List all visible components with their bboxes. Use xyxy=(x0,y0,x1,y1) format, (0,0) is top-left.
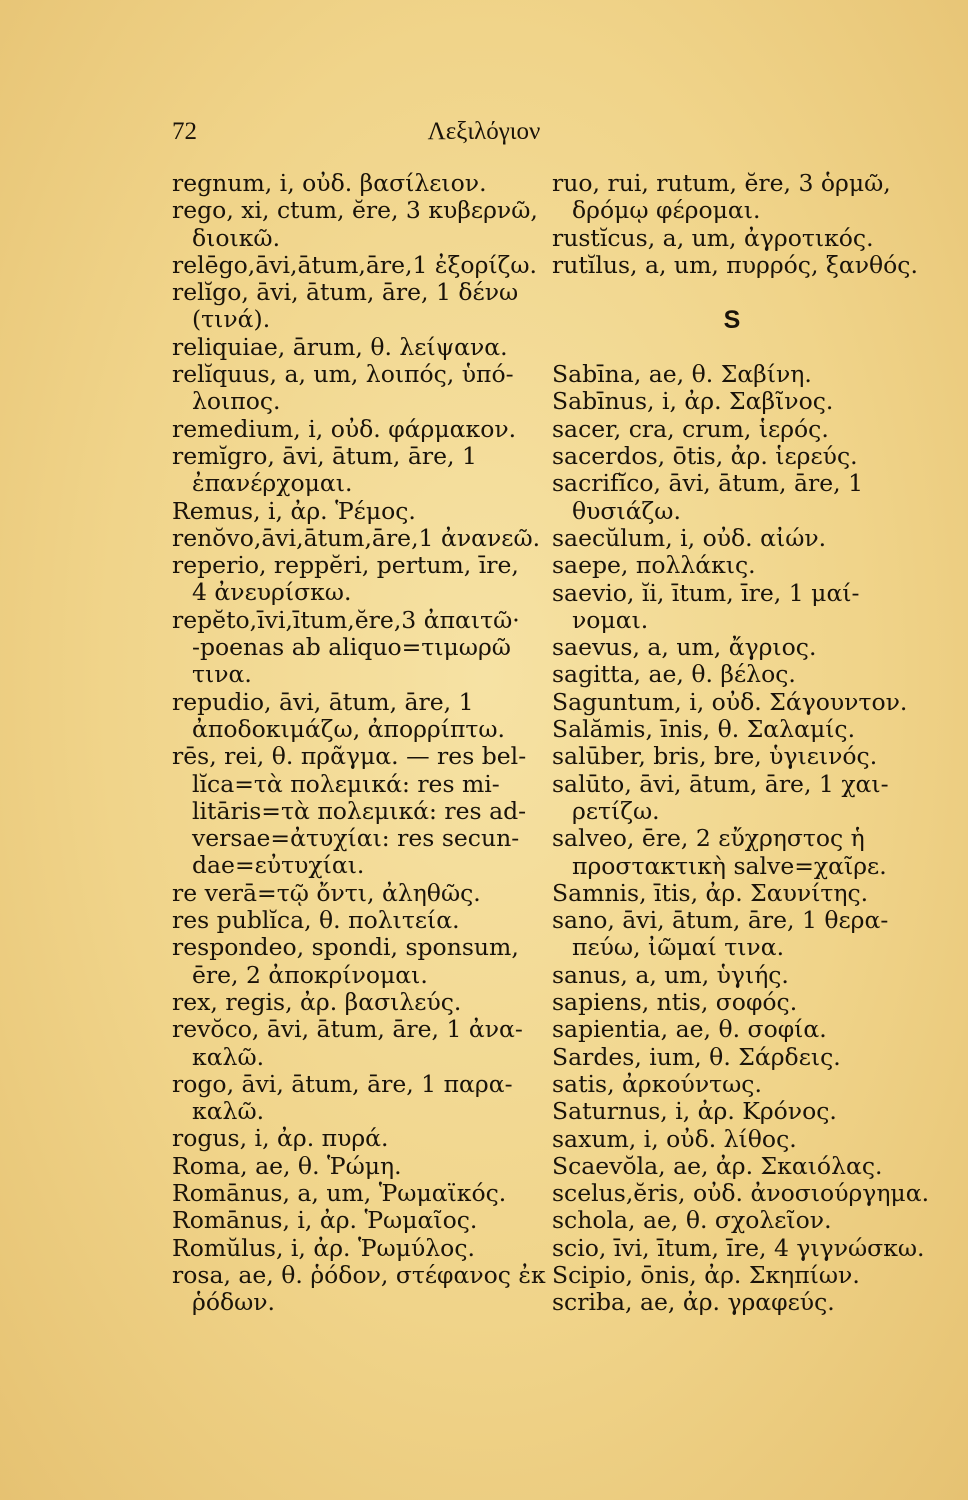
entry-headword-line: sacerdos, ōtis, ἀρ. ἱερεύς. xyxy=(552,442,858,471)
entry-headword-line: revŏco, āvi, ātum, āre, 1 ἀνα- xyxy=(172,1015,523,1044)
dictionary-entry xyxy=(172,1180,527,1207)
dictionary-entry xyxy=(552,580,912,635)
entry-continuation-line: 4 ἀνευρίσκω. xyxy=(192,578,352,607)
entry-headword-line: reperio, reppĕri, pertum, īre, xyxy=(172,551,519,580)
entry-headword-line: sagitta, ae, θ. βέλος. xyxy=(552,660,796,689)
dictionary-entry xyxy=(552,1262,912,1289)
dictionary-entry xyxy=(172,196,538,252)
dictionary-entry xyxy=(552,880,912,907)
entry-continuation-line: θυσιάζω. xyxy=(572,496,681,525)
entry-continuation-line: ēre, 2 ἀποκρίνομαι. xyxy=(192,960,428,989)
entry-headword-line: reliquiae, ārum, θ. λείψανα. xyxy=(172,332,508,361)
dictionary-entry xyxy=(552,361,912,388)
entry-headword-line: Salămis, īnis, θ. Σαλαμίς. xyxy=(552,715,856,744)
dictionary-entry xyxy=(172,1153,527,1180)
entry-headword-line: Sabīna, ae, θ. Σαβίνη. xyxy=(552,360,812,389)
entry-continuation-line: καλῶ. xyxy=(192,1042,265,1071)
dictionary-entry xyxy=(172,523,541,552)
dictionary-entry xyxy=(552,443,912,470)
page-number: 72 xyxy=(172,118,197,145)
entry-headword-line: Sardes, ium, θ. Σάρδεις. xyxy=(552,1042,841,1071)
entry-headword-line: rex, regis, ἀρ. βασιλεύς. xyxy=(172,987,462,1016)
entry-headword-line: salveo, ēre, 2 εὔχρηστος ἡ xyxy=(552,824,865,853)
entry-headword-line: rosa, ae, θ. ῥόδον, στέφανος ἐκ xyxy=(172,1260,546,1289)
entry-continuation-line: lĭca=τὰ πολεμικά: res mi- xyxy=(192,769,500,798)
entry-headword-line: repudio, āvi, ātum, āre, 1 xyxy=(172,687,474,716)
dictionary-entry xyxy=(552,661,912,688)
dictionary-entry xyxy=(172,1016,527,1071)
dictionary-entry xyxy=(552,170,912,225)
dictionary-entry xyxy=(552,1044,912,1071)
dictionary-entry xyxy=(552,250,918,279)
entry-headword-line: Samnis, ītis, ἀρ. Σαυνίτης. xyxy=(552,878,869,907)
dictionary-entry xyxy=(552,989,912,1016)
right-column xyxy=(552,169,930,1317)
dictionary-entry xyxy=(172,689,527,744)
dictionary-entry xyxy=(552,416,912,443)
entry-headword-line: relēgo,āvi,ātum,āre,1 ἐξορίζω. xyxy=(172,250,537,279)
entry-headword-line: scio, īvi, ītum, īre, 4 γιγνώσκω. xyxy=(552,1233,925,1262)
dictionary-entry xyxy=(172,1207,527,1234)
entry-headword-line: res publĭca, θ. πολιτεία. xyxy=(172,906,460,935)
entry-headword-line: schola, ae, θ. σχολεῖον. xyxy=(552,1206,832,1235)
dictionary-entry xyxy=(552,1016,912,1043)
dictionary-entry xyxy=(552,1126,912,1153)
entry-headword-line: rutĭlus, a, um, πυρρός, ξανθός. xyxy=(552,250,918,279)
entry-continuation-line: δρόμῳ φέρομαι. xyxy=(572,196,761,225)
entry-headword-line: sapiens, ntis, σοφός. xyxy=(552,988,798,1017)
entry-headword-line: Roma, ae, θ. Ῥώμη. xyxy=(172,1151,402,1180)
section-letter-heading: S xyxy=(723,306,741,335)
entry-continuation-line: ἐπανέρχομαι. xyxy=(192,469,353,498)
dictionary-entry xyxy=(552,388,912,415)
entry-continuation-line: ῥόδων. xyxy=(192,1288,276,1317)
entry-headword-line: rēs, rei, θ. πρᾶγμα. — res bel- xyxy=(172,742,527,771)
entry-headword-line: sanus, a, um, ὑγιής. xyxy=(552,960,789,989)
dictionary-entry xyxy=(172,743,527,879)
entry-continuation-line: διοικῶ. xyxy=(192,223,281,252)
entry-headword-line: satis, ἀρκούντως. xyxy=(552,1069,762,1098)
dictionary-entry xyxy=(552,470,912,525)
entry-continuation-line: (τινά). xyxy=(192,305,271,334)
dictionary-entry xyxy=(552,525,912,552)
entry-headword-line: salūto, āvi, ātum, āre, 1 χαι- xyxy=(552,769,889,798)
entry-headword-line: sacer, cra, crum, ἱερός. xyxy=(552,414,829,443)
dictionary-entry xyxy=(552,225,912,252)
dictionary-entry xyxy=(172,1260,546,1317)
entry-headword-line: Saturnus, i, ἀρ. Κρόνος. xyxy=(552,1097,837,1126)
dictionary-entry xyxy=(552,825,912,880)
entry-continuation-line: ἀποδοκιμάζω, ἀπορρίπτω. xyxy=(192,714,506,743)
dictionary-entry xyxy=(172,607,527,689)
entry-continuation-line: προστακτικὴ salve=χαῖρε. xyxy=(572,851,887,880)
entry-continuation-line: πεύω, ἰῶμαί τινα. xyxy=(572,933,785,962)
dictionary-entry xyxy=(552,716,912,743)
entry-continuation-line: τινα. xyxy=(192,660,252,689)
dictionary-entry xyxy=(172,170,527,197)
dictionary-entry xyxy=(172,498,527,525)
dictionary-entry xyxy=(552,907,912,962)
entry-headword-line: rustĭcus, a, um, ἀγροτικός. xyxy=(552,223,874,252)
right-column-bottom-entries xyxy=(552,360,930,1317)
entry-headword-line: rego, xi, ctum, ĕre, 3 κυβερνῶ, xyxy=(172,196,538,225)
entry-headword-line: saecŭlum, i, οὐδ. αἰών. xyxy=(552,523,827,552)
dictionary-entry xyxy=(172,361,527,416)
dictionary-entry xyxy=(172,1235,527,1262)
dictionary-entry xyxy=(172,1071,527,1126)
entry-continuation-line: καλῶ. xyxy=(192,1097,265,1126)
entry-headword-line: Romānus, i, ἀρ. Ῥωμαῖος. xyxy=(172,1206,478,1235)
entry-headword-line: sapientia, ae, θ. σοφία. xyxy=(552,1015,827,1044)
entry-continuation-line: litāris=τὰ πολεμικά: res ad- xyxy=(192,796,527,825)
dictionary-entry xyxy=(552,1153,912,1180)
dictionary-entry xyxy=(172,907,527,934)
dictionary-entry xyxy=(552,552,912,579)
entry-headword-line: relĭquus, a, um, λοιπός, ὑπό- xyxy=(172,360,514,389)
entry-continuation-line: λοιπος. xyxy=(192,387,281,416)
entry-headword-line: repĕto,īvi,ītum,ĕre,3 ἀπαιτῶ· xyxy=(172,605,520,634)
entry-continuation-line: dae=εὐτυχίαι. xyxy=(192,851,365,880)
entry-headword-line: remedium, i, οὐδ. φάρμακον. xyxy=(172,414,517,443)
entry-continuation-line: νομαι. xyxy=(572,605,649,634)
entry-headword-line: rogus, i, ἀρ. πυρά. xyxy=(172,1124,389,1153)
dictionary-entry xyxy=(552,1098,912,1125)
dictionary-entry xyxy=(172,552,527,607)
dictionary-entry xyxy=(552,689,912,716)
dictionary-entry xyxy=(172,880,527,907)
dictionary-entry xyxy=(172,416,527,443)
dictionary-entry xyxy=(172,934,527,989)
entry-headword-line: ruo, rui, rutum, ĕre, 3 ὁρμῶ, xyxy=(552,169,891,197)
dictionary-entry xyxy=(172,279,527,334)
dictionary-entry xyxy=(552,743,912,770)
dictionary-entry xyxy=(552,1207,912,1234)
entry-continuation-line: ρετίζω. xyxy=(572,796,660,825)
entry-headword-line: saevus, a, um, ἄγριος. xyxy=(552,633,817,662)
entry-headword-line: rogo, āvi, ātum, āre, 1 παρα- xyxy=(172,1069,513,1098)
dictionary-entry xyxy=(552,771,912,826)
dictionary-entry xyxy=(552,1179,930,1208)
entry-headword-line: scelus,ĕris, οὐδ. ἀνοσιούργημα. xyxy=(552,1179,930,1208)
entry-headword-line: saxum, i, οὐδ. λίθος. xyxy=(552,1124,797,1153)
entry-headword-line: sacrifĭco, āvi, ātum, āre, 1 xyxy=(552,469,864,498)
entry-headword-line: re verā=τῷ ὄντι, ἀληθῶς. xyxy=(172,878,481,907)
entry-continuation-line: versae=ἀτυχίαι: res secun- xyxy=(192,824,520,853)
dictionary-entry xyxy=(552,1233,925,1262)
dictionary-entry xyxy=(172,250,537,279)
dictionary-entry xyxy=(172,1125,527,1152)
entry-headword-line: relĭgo, āvi, ātum, āre, 1 δένω xyxy=(172,278,519,307)
entry-headword-line: Sabīnus, i, ἀρ. Σαβῖνος. xyxy=(552,387,834,416)
entry-headword-line: Romŭlus, i, ἀρ. Ῥωμύλος. xyxy=(172,1233,475,1262)
entry-continuation-line: -poenas ab aliquo=τιμωρῶ xyxy=(192,633,511,662)
entry-headword-line: salūber, bris, bre, ὑγιεινός. xyxy=(552,742,878,771)
entry-headword-line: remĭgro, āvi, ātum, āre, 1 xyxy=(172,441,477,470)
entry-headword-line: Romānus, a, um, Ῥωμαϊκός. xyxy=(172,1178,507,1207)
dictionary-entry xyxy=(552,962,912,989)
dictionary-entry xyxy=(172,443,527,498)
entry-headword-line: renŏvo,āvi,ātum,āre,1 ἀνανεῶ. xyxy=(172,523,541,552)
dictionary-entry xyxy=(552,1289,912,1316)
entry-headword-line: Scipio, ōnis, ἀρ. Σκηπίων. xyxy=(552,1260,860,1289)
dictionary-entry xyxy=(172,334,527,361)
entry-headword-line: saepe, πολλάκις. xyxy=(552,551,756,580)
dictionary-entry xyxy=(552,1071,912,1098)
dictionary-entry xyxy=(172,989,527,1016)
running-head-title: Λεξιλόγιον xyxy=(427,118,541,145)
entry-headword-line: saevio, ĭi, ītum, īre, 1 μαί- xyxy=(552,578,860,607)
entry-headword-line: scriba, ae, ἀρ. γραφεύς. xyxy=(552,1288,835,1317)
right-column-top-entries xyxy=(552,169,918,279)
entry-headword-line: regnum, i, οὐδ. βασίλειον. xyxy=(172,169,487,197)
entry-headword-line: Scaevŏla, ae, ἀρ. Σκαιόλας. xyxy=(552,1151,883,1180)
entry-headword-line: Saguntum, i, οὐδ. Σάγουντον. xyxy=(552,687,908,716)
left-column xyxy=(172,169,546,1317)
entry-headword-line: sano, āvi, ātum, āre, 1 θερα- xyxy=(552,906,889,935)
entry-headword-line: respondeo, spondi, sponsum, xyxy=(172,933,519,962)
entry-headword-line: Remus, i, ἀρ. Ῥέμος. xyxy=(172,496,416,525)
dictionary-entry xyxy=(552,634,912,661)
